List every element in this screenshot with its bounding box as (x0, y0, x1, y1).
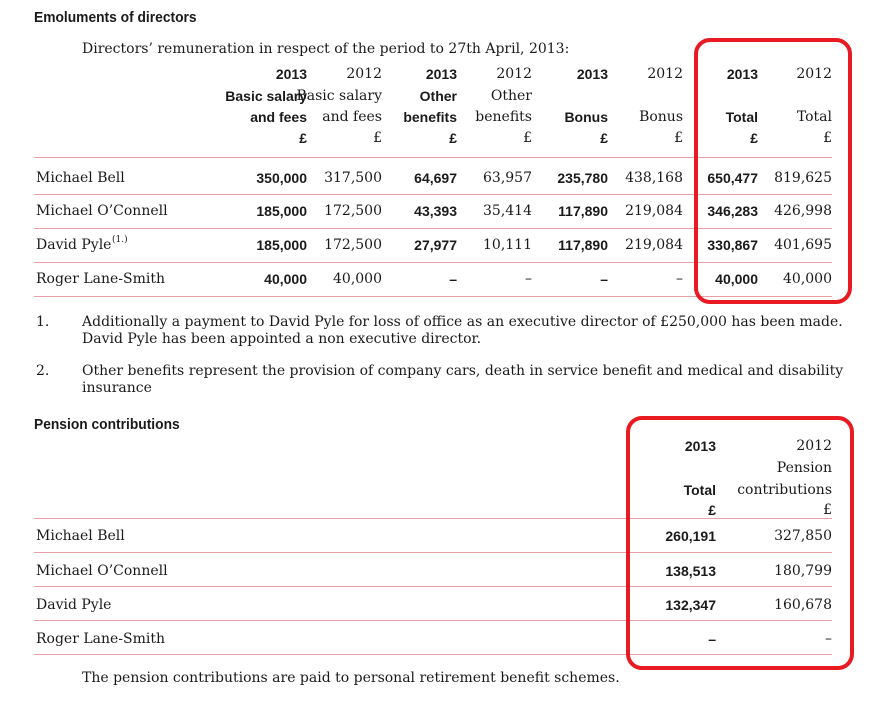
column-label: Bonus (564, 109, 608, 125)
table-cell: 330,867 (707, 237, 758, 253)
emoluments-intro: Directors’ remuneration in respect of the period to 27th April, 2013: (82, 41, 570, 57)
table-cell: – (600, 271, 608, 287)
column-label: Total (796, 109, 832, 125)
table-cell: 401,695 (774, 237, 832, 253)
table-cell: – (676, 271, 683, 287)
table-cell: 438,168 (625, 170, 683, 186)
table-cell: 138,513 (665, 563, 716, 579)
column-label: and fees (322, 109, 382, 125)
pension-heading: Pension contributions (34, 416, 180, 433)
column-year: 2013 (275, 66, 307, 82)
column-unit: £ (823, 502, 832, 518)
table-cell: 117,890 (558, 203, 608, 219)
table-cell: 219,084 (625, 237, 683, 253)
column-label: and fees (250, 109, 307, 125)
column-unit: £ (674, 130, 683, 146)
column-label: Total (725, 109, 758, 125)
table-cell: 40,000 (264, 271, 307, 287)
table-cell: 40,000 (783, 271, 832, 287)
column-unit: £ (823, 130, 832, 146)
director-name: Roger Lane-Smith (36, 271, 166, 287)
column-label: benefits (403, 109, 457, 125)
table-cell: 346,283 (707, 203, 758, 219)
table-cell: 650,477 (707, 170, 758, 186)
footnote-ref: (1.) (112, 235, 128, 245)
table-cell: 180,799 (774, 563, 832, 579)
table-cell: 172,500 (324, 203, 382, 219)
table-cell: 117,890 (558, 237, 608, 253)
table-cell: 64,697 (414, 170, 457, 186)
emoluments-heading: Emoluments of directors (34, 9, 197, 26)
table-cell: – (825, 631, 832, 647)
column-unit: £ (600, 130, 608, 146)
column-label: Other (490, 88, 532, 104)
director-name: Michael Bell (36, 528, 125, 544)
note-text: Additionally a payment to David Pyle for loss of office as an executive director of £250,000 has been made. (82, 314, 843, 330)
column-unit: £ (299, 130, 307, 146)
table-cell: 43,393 (414, 203, 457, 219)
table-cell: 185,000 (256, 237, 307, 253)
column-year: 2012 (796, 66, 832, 82)
table-cell: 27,977 (414, 237, 457, 253)
table-cell: 63,957 (483, 170, 532, 186)
table-cell: 235,780 (557, 170, 608, 186)
table-cell: 426,998 (774, 203, 832, 219)
table-cell: 350,000 (256, 170, 307, 186)
table-cell: 327,850 (774, 528, 832, 544)
pension-footer: The pension contributions are paid to personal retirement benefit schemes. (82, 670, 620, 686)
column-label: contributions (737, 482, 832, 498)
column-unit: £ (708, 502, 716, 518)
column-year: 2013 (726, 66, 758, 82)
column-year: 2012 (496, 66, 532, 82)
table-cell: 260,191 (665, 528, 716, 544)
column-unit: £ (449, 130, 457, 146)
highlight-box-pension-total (626, 416, 854, 670)
table-cell: – (525, 271, 532, 287)
column-unit: £ (373, 130, 382, 146)
note-number: 2. (36, 363, 50, 379)
table-cell: 40,000 (333, 271, 382, 287)
director-name: Michael O’Connell (36, 563, 168, 579)
column-year: 2013 (576, 66, 608, 82)
director-name: Michael O’Connell (36, 203, 168, 219)
table-cell: 35,414 (483, 203, 532, 219)
note-text: insurance (82, 380, 152, 396)
column-year: 2013 (684, 438, 716, 454)
table-cell: 819,625 (774, 170, 832, 186)
director-name: Roger Lane-Smith (36, 631, 166, 647)
director-name: Michael Bell (36, 170, 125, 186)
column-unit: £ (523, 130, 532, 146)
table-cell: 172,500 (324, 237, 382, 253)
table-cell: 219,084 (625, 203, 683, 219)
note-text: David Pyle has been appointed a non executive director. (82, 331, 482, 347)
table-cell: 317,500 (324, 170, 382, 186)
table-cell: 185,000 (256, 203, 307, 219)
table-cell: 132,347 (665, 597, 716, 613)
column-label: Basic salary (225, 88, 307, 104)
highlight-box-emoluments-total (694, 38, 852, 304)
column-label: Other (419, 88, 457, 104)
table-cell: – (708, 631, 716, 647)
table-cell: 10,111 (483, 237, 532, 253)
column-label: Bonus (639, 109, 683, 125)
director-name: David Pyle (36, 597, 112, 613)
column-year: 2013 (425, 66, 457, 82)
column-label: Pension (776, 460, 832, 476)
director-name: David Pyle (36, 237, 112, 253)
column-label: Total (683, 482, 716, 498)
column-year: 2012 (796, 438, 832, 454)
column-label: Basic salary (296, 88, 382, 104)
column-unit: £ (750, 130, 758, 146)
column-year: 2012 (647, 66, 683, 82)
table-cell: 40,000 (715, 271, 758, 287)
column-year: 2012 (346, 66, 382, 82)
note-text: Other benefits represent the provision of company cars, death in service benefit and medical and disability (82, 363, 844, 379)
table-cell: – (449, 271, 457, 287)
table-cell: 160,678 (774, 597, 832, 613)
note-number: 1. (36, 314, 50, 330)
column-label: benefits (475, 109, 532, 125)
